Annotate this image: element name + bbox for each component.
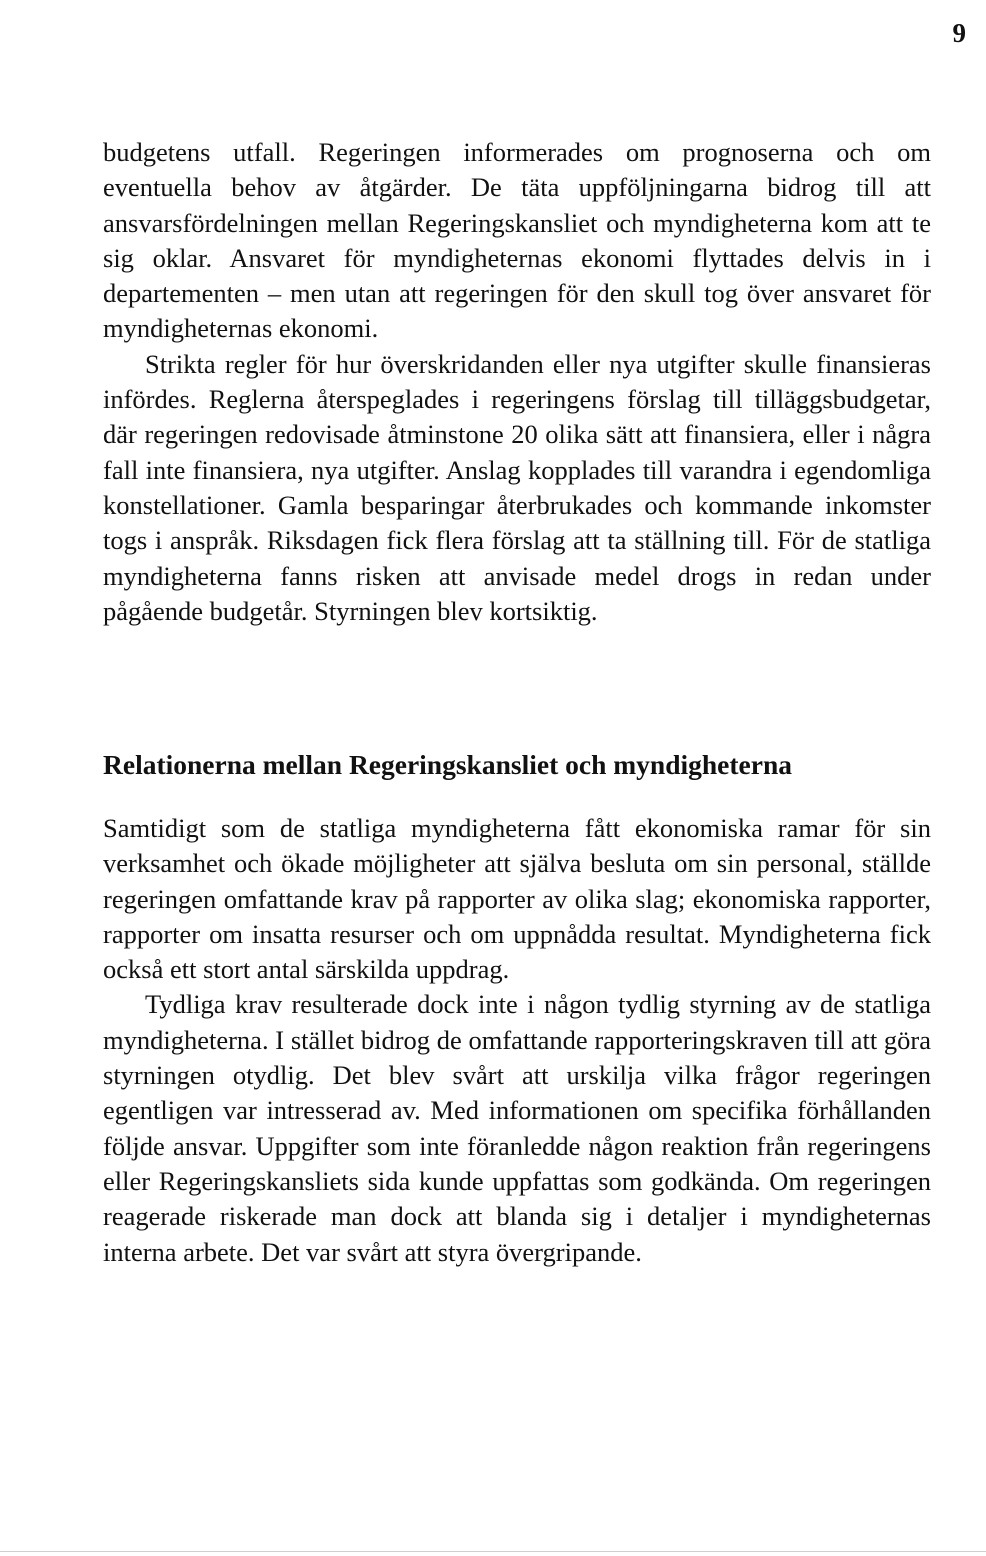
page-number: 9 (952, 18, 966, 48)
paragraph: Strikta regler för hur överskridanden eller nya utgifter skulle finansieras infördes. Reglerna återspeglades i regeringens förslag till tilläggsbudgetar, där regeringen redovisade åtminstone 20 olika sätt att finansiera, eller i några fall inte finansiera, nya utgifter. Anslag kopplades till varandra i egendomliga konstellationer. Gamla besparingar återbrukades och kommande inkomster togs i anspråk. Riksdagen fick flera förslag att ta ställning till. För de statliga myndigheterna fanns risken att anvisade medel drogs in redan under pågående budgetår. Styrningen blev kortsiktig. (103, 348, 931, 626)
body-text-section-1 (103, 135, 931, 629)
scan-edge-divider (0, 1551, 986, 1552)
paragraph: Tydliga krav resulterade dock inte i någon tydlig styrning av de statliga myndigheterna. I stället bidrog de omfattande rapporteringskraven till att göra styrningen otydlig. Det blev svårt att urskilja vilka frågor regeringen egentligen var intresserad av. Med informationen om specifika förhållanden följde ansvar. Uppgifter som inte föranledde någon reaktion från regeringens eller Regeringskansliets sida kunde uppfattas som godkända. Om regeringen reagerade riskerade man dock att blanda sig i detaljer i myndigheternas interna arbete. Det var svårt att styra övergripande. (103, 989, 931, 1267)
paragraph: budgetens utfall. Regeringen informerades om prognoserna och om eventuella behov av åtgärder. De täta uppföljningarna bidrog till att ansvarsfördelningen mellan Regeringskansliet och myndigheterna kom att te sig oklar. Ansvaret för myndigheternas ekonomi flyttades delvis in i departementen – men utan att regeringen för den skull tog över ansvaret för myndigheternas ekonomi. (103, 137, 931, 344)
body-text-section-2 (103, 811, 931, 1270)
paragraph: Samtidigt som de statliga myndigheterna fått ekonomiska ramar för sin verksamhet och ökade möjligheter att själva besluta om sin personal, ställde regeringen omfattande krav på rapporter av olika slag; ekonomiska rapporter, rapporter om insatta resurser och om uppnådda resultat. Myndigheterna fick också ett stort antal särskilda uppdrag. (103, 813, 931, 985)
section-heading: Relationerna mellan Regeringskansliet och myndigheterna (103, 749, 792, 780)
